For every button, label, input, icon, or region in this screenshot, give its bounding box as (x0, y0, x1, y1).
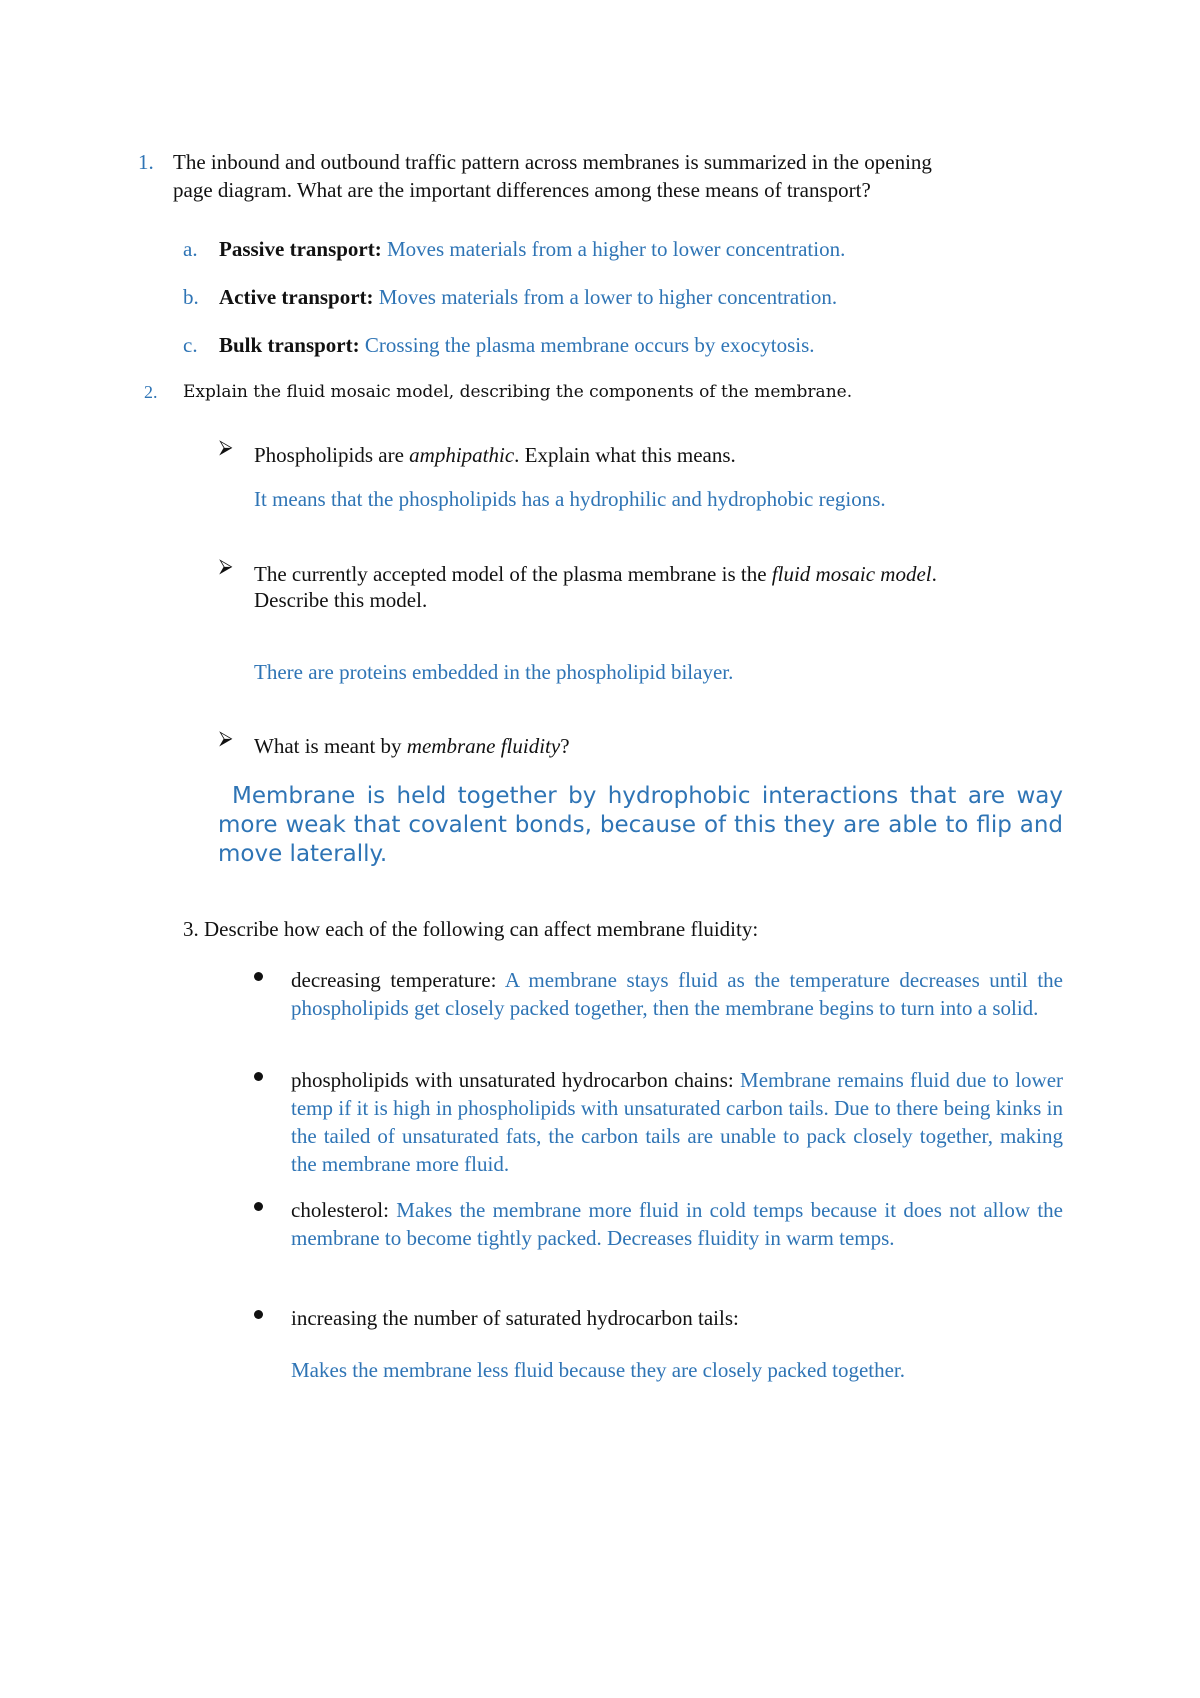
bullet-label: cholesterol: (291, 1198, 389, 1222)
q2-sub2-question (254, 560, 937, 588)
bullet-answer: Makes the membrane more fluid in cold temps because it does not allow the membrane to become tightly packed. Decreases fluidity in warm temps. (291, 1198, 1063, 1250)
item-label: Bulk transport: (219, 333, 360, 357)
item-answer: Moves materials from a higher to lower concentration. (386, 237, 846, 261)
bullet-dot-icon (254, 1072, 263, 1081)
bullet-answer: Membrane remains fluid due to lower temp if it is high in phospholipids with unsaturated carbon tails. Due to there being kinks in the tailed of unsaturated fats, the carbon tails are unable to pack closely together, making the membrane more fluid. (291, 1068, 1064, 1176)
q1-item-b (183, 283, 837, 311)
q2-sub3-question (254, 732, 570, 760)
q3-bullet-3 (291, 1196, 1063, 1252)
item-letter: a. (183, 237, 198, 261)
text-pre: Phospholipids are (254, 443, 410, 467)
item-answer: Moves materials from a lower to higher concentration. (378, 285, 838, 309)
arrow-bullet-icon: ⮚ (219, 555, 233, 577)
text-italic: membrane fluidity (406, 734, 561, 758)
q1-number: 1. (138, 150, 154, 174)
item-letter: c. (183, 333, 198, 357)
text-italic: amphipathic (409, 443, 515, 467)
item-label: Passive transport: (219, 237, 382, 261)
q2-sub1-answer: It means that the phospholipids has a hydrophilic and hydrophobic regions. (254, 487, 886, 511)
q3-bullet-1 (291, 966, 1063, 1022)
q3-bullet-4-answer: Makes the membrane less fluid because they are closely packed together. (291, 1358, 906, 1382)
text-post: ? (560, 734, 570, 758)
text-pre: What is meant by (254, 734, 407, 758)
q2-sub2-line2: Describe this model. (254, 588, 428, 612)
q3-bullet-2 (291, 1066, 1063, 1178)
q3-bullet-4-label: increasing the number of saturated hydrocarbon tails: (291, 1306, 739, 1330)
q1-item-a (183, 235, 845, 263)
arrow-bullet-icon: ⮚ (219, 436, 233, 458)
bullet-dot-icon (254, 1310, 263, 1319)
q2-number: 2. (144, 382, 158, 402)
bullet-answer: A membrane stays fluid as the temperature decreases until the phospholipids get closely packed together, then the membrane begins to turn into a solid. (291, 968, 1064, 1020)
q1-line1: The inbound and outbound traffic pattern across membranes is summarized in the opening (173, 150, 932, 174)
q1-item-c (183, 331, 815, 359)
q1-line2: page diagram. What are the important differences among these means of transport? (173, 178, 871, 202)
text-italic: fluid mosaic model (771, 562, 932, 586)
item-letter: b. (183, 285, 199, 309)
arrow-bullet-icon: ⮚ (219, 727, 233, 749)
text-post: . Explain what this means. (514, 443, 736, 467)
q3-heading: 3. Describe how each of the following can affect membrane fluidity: (183, 917, 759, 941)
bullet-dot-icon (254, 972, 263, 981)
bullet-label: phospholipids with unsaturated hydrocarbon chains: (291, 1068, 734, 1092)
item-answer: Crossing the plasma membrane occurs by exocytosis. (364, 333, 815, 357)
q2-sub3-answer: Membrane is held together by hydrophobic interactions that are way more weak that covalent bonds, because of this they are able to flip and move laterally. (218, 783, 1063, 867)
bullet-label: decreasing temperature: (291, 968, 497, 992)
text-post: . (931, 562, 937, 586)
bullet-dot-icon (254, 1202, 263, 1211)
q2-text: Explain the fluid mosaic model, describing the components of the membrane. (183, 382, 853, 402)
q2-sub2-answer: There are proteins embedded in the phospholipid bilayer. (254, 660, 734, 684)
item-label: Active transport: (219, 285, 374, 309)
text-pre: The currently accepted model of the plasma membrane is the (254, 562, 772, 586)
q2-sub1-question (254, 441, 736, 469)
